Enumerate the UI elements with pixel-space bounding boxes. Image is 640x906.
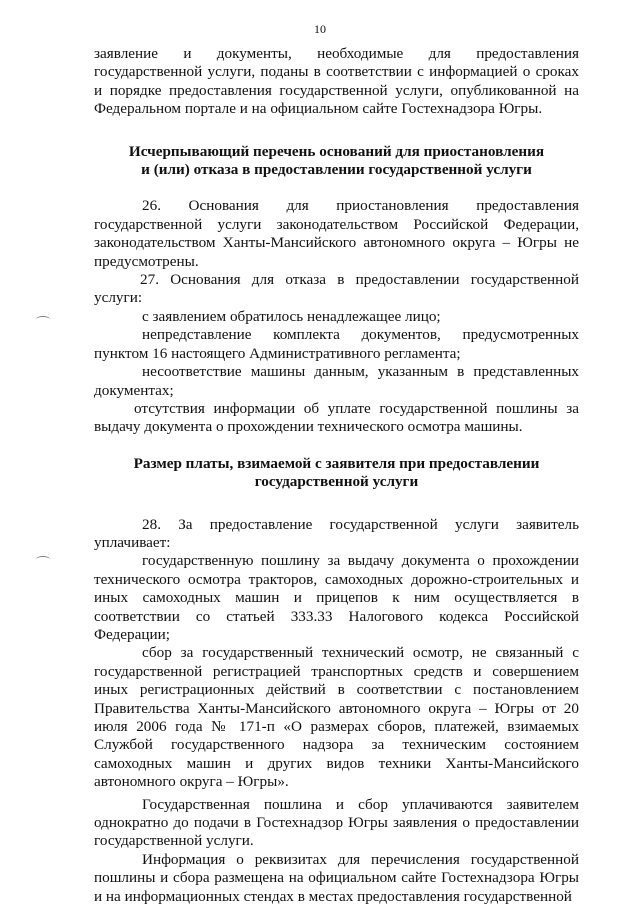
margin-mark bbox=[36, 556, 50, 563]
intro-paragraph: заявление и документы, необходимые для предоставления государственной услуги, поданы в соответствии с информацией о сроках и порядке предоставления государственной услуги, опубликованной на Федеральном портале и на официальном сайте Гостехнадзора Югры. bbox=[94, 45, 579, 118]
fee-item-charge: сбор за государственный технический осмотр, не связанный с государственной регистрацией транспортных средств и совершением иных регистрационных действий в соответствии с постановлением Правительства Ханты-Мансийского автономного округа – Югры от 20 июля 2006 года № 171-п «О размерах сборов, платежей, взимаемых Службой государственного надзора за техническим состоянием самоходных машин и других видов техники Ханты-Мансийского автономного округа – Югры». bbox=[94, 644, 579, 791]
section-heading-fee: Размер платы, взимаемой с заявителя при предоставлении государственной услуги bbox=[133, 454, 540, 491]
page-number: 10 bbox=[314, 22, 326, 36]
refusal-ground-3: несоответствие машины данным, указанным в представленных документах; bbox=[94, 363, 579, 399]
margin-mark bbox=[36, 316, 50, 323]
fee-item-duty: государственную пошлину за выдачу документа о прохождении технического осмотра тракторов, самоходных дорожно-строительных и иных самоходных машин и прицепов к ним осуществляется в соответствии со статьей 333.33 Налогового кодекса Российской Федерации; bbox=[94, 552, 579, 643]
payment-paragraph: Государственная пошлина и сбор уплачиваются заявителем однократно до подачи в Гостехнадзор Югры заявления о предоставлении государственной услуги. bbox=[94, 795, 579, 850]
clause-26: 26. Основания для приостановления предоставления государственной услуги законодательством Российской Федерации, законодательством Ханты-Мансийского автономного округа – Югры не предусмотрены. bbox=[94, 197, 579, 270]
clause-27: 27. Основания для отказа в предоставлении государственной услуги: bbox=[94, 271, 579, 307]
payment-info-paragraph: Информация о реквизитах для перечисления государственной пошлины и сбора размещена на официальном сайте Гостехнадзора Югры и на информационных стендах в местах предоставления государственной bbox=[94, 850, 579, 905]
refusal-ground-2: непредставление комплекта документов, предусмотренных пунктом 16 настоящего Административного регламента; bbox=[94, 326, 579, 362]
refusal-ground-1: с заявлением обратилось ненадлежащее лицо; bbox=[142, 307, 441, 325]
document-body bbox=[94, 45, 579, 906]
section-heading-grounds: Исчерпывающий перечень оснований для приостановления и (или) отказа в предоставлении государственной услуги bbox=[128, 142, 545, 179]
refusal-ground-4: отсутствия информации об уплате государственной пошлины за выдачу документа о прохождении технического осмотра машины. bbox=[94, 399, 579, 436]
clause-28: 28. За предоставление государственной услуги заявитель уплачивает: bbox=[94, 515, 579, 551]
